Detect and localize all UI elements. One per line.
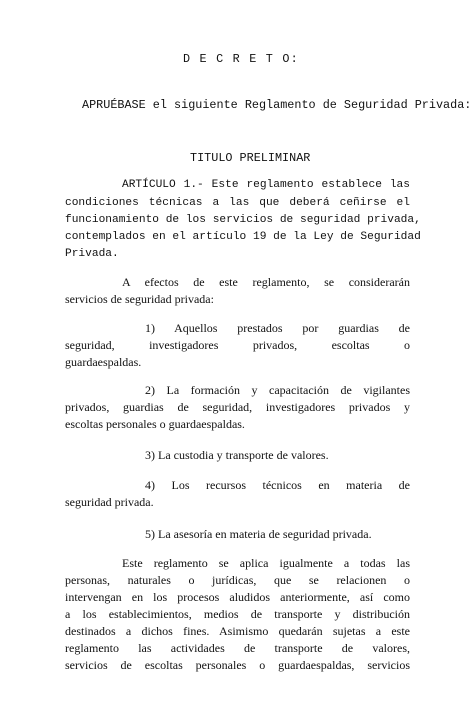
approval-line: APRUÉBASE el siguiente Reglamento de Seguridad Privada: [82, 98, 472, 112]
paragraph-line: privados, guardias de seguridad, investigadores privados y [65, 400, 410, 414]
paragraph-line: 5) La asesoría en materia de seguridad privada. [145, 527, 372, 541]
paragraph-line: condiciones técnicas a las que deberá ceñirse el [65, 197, 410, 209]
paragraph-line: guardaespaldas. [65, 355, 142, 369]
paragraph-line: funcionamiento de los servicios de seguridad privada, [65, 214, 421, 226]
paragraph-line: reglamento las actividades de transporte de valores, [65, 641, 410, 655]
paragraph-line: servicios de seguridad privada: [65, 292, 214, 306]
decree-heading: D E C R E T O: [183, 52, 299, 66]
paragraph-line: ARTÍCULO 1.- Este reglamento establece las [122, 179, 410, 191]
paragraph-line: A efectos de este reglamento, se considerarán [122, 275, 410, 289]
paragraph-line: personas, naturales o jurídicas, que se relacionen o [65, 573, 410, 587]
paragraph-line: 3) La custodia y transporte de valores. [145, 448, 329, 462]
paragraph-line: a los establecimientos, medios de transporte y distribución [65, 607, 410, 621]
paragraph-line: servicios de escoltas personales o guardaespaldas, servicios [65, 658, 410, 672]
paragraph-line: 4) Los recursos técnicos en materia de [145, 478, 410, 492]
paragraph-line: seguridad privada. [65, 495, 154, 509]
paragraph-line: escoltas personales o guardaespaldas. [65, 417, 245, 431]
paragraph-line: destinados a dichos fines. Asimismo quedarán sujetas a este [65, 624, 410, 638]
paragraph-line: contemplados en el artículo 19 de la Ley de Seguridad [65, 231, 421, 243]
paragraph-line: Privada. [65, 248, 119, 260]
paragraph-line: 1) Aquellos prestados por guardias de [145, 321, 410, 335]
paragraph-line: seguridad, investigadores privados, escoltas o [65, 338, 410, 352]
section-title: TITULO PRELIMINAR [190, 151, 311, 165]
paragraph-line: 2) La formación y capacitación de vigilantes [145, 383, 410, 397]
paragraph-line: Este reglamento se aplica igualmente a todas las [122, 556, 410, 570]
paragraph-line: intervengan en los procesos aludidos anteriormente, así como [65, 590, 410, 604]
